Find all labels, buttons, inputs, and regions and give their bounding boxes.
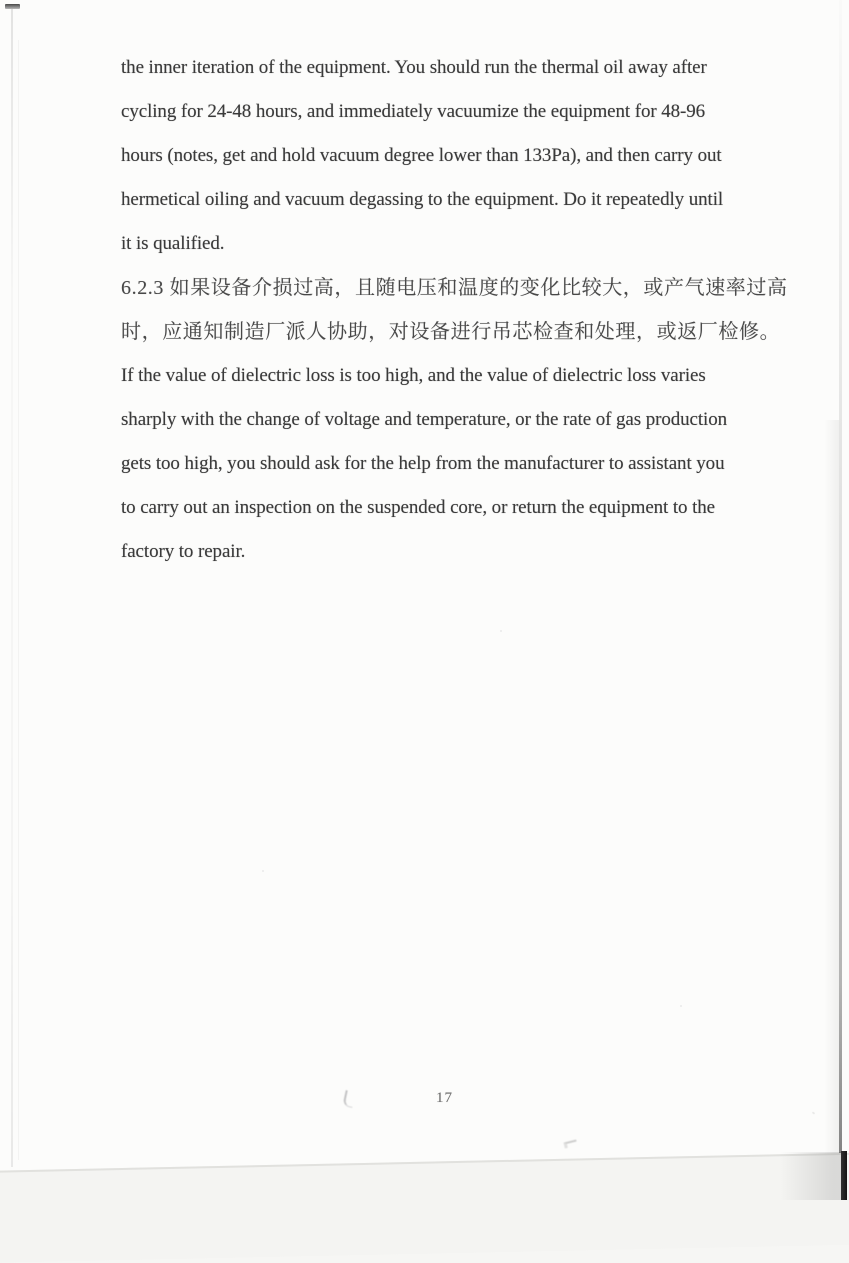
bottom-right-edge-bar [841,1151,847,1200]
text-line-en: cycling for 24-48 hours, and immediately vacuumize the equipment for 48-96 [121,101,706,122]
text-line-en: hours (notes, get and hold vacuum degree lower than 133Pa), and then carry out [121,145,722,166]
text-line-en: to carry out an inspection on the suspended core, or return the equipment to the [121,497,716,518]
paper-speck [500,630,502,632]
text-line-en: If the value of dielectric loss is too high, and the value of dielectric loss varies [121,365,706,386]
text-line-en: gets too high, you should ask for the help from the manufacturer to assistant you [121,453,725,474]
text-line-en: it is qualified. [121,233,225,254]
right-page-edge-shadow [839,0,842,1158]
bottom-right-corner-shade [780,1152,842,1200]
paper-speck [680,1005,682,1007]
paper-speck [262,870,264,872]
scanner-bed-below-page-edge [0,1152,849,1263]
text-line-zh: 时，应通知制造厂派人协助，对设备进行吊芯检查和处理，或返厂检修。 [121,321,781,343]
text-line-en: sharply with the change of voltage and temperature, or the rate of gas production [121,409,728,430]
left-edge-streak-faint [18,40,19,1160]
left-edge-streak [11,7,13,1167]
right-edge-soft-shadow [824,420,839,1160]
top-left-scan-mark [5,4,20,9]
document-body [121,46,821,574]
text-line-en: the inner iteration of the equipment. You should run the thermal oil away after [121,57,707,78]
text-line-zh-section-6-2-3: 6.2.3 如果设备介损过高，且随电压和温度的变化比较大，或产气速率过高 [121,277,788,299]
text-line-en: hermetical oiling and vacuum degassing to the equipment. Do it repeatedly until [121,189,724,210]
page-number: 17 [436,1090,453,1106]
text-line-en: factory to repair. [121,541,246,562]
